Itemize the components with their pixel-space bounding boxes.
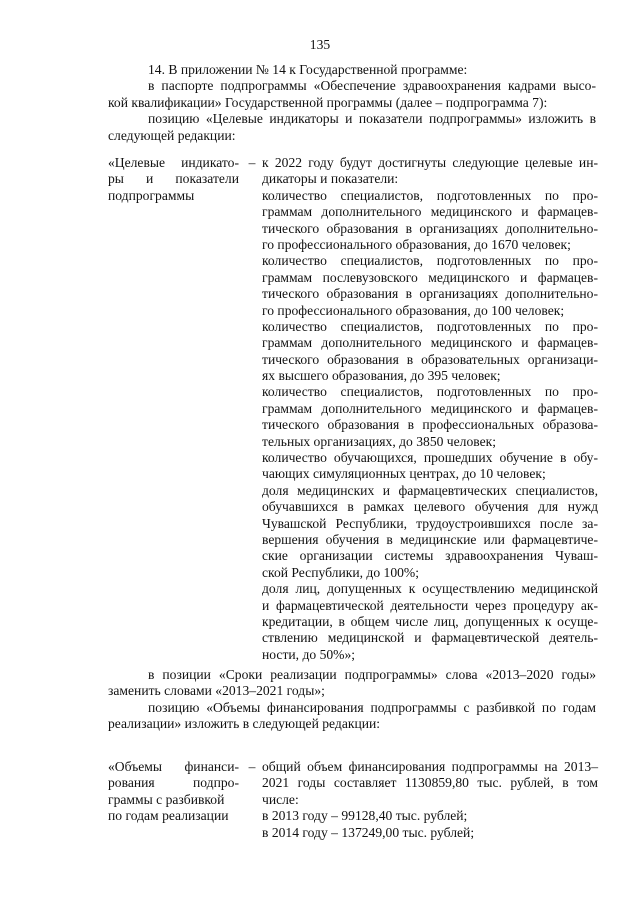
- paragraph-line: в паспорте подпрограммы «Обеспечение здравоохранения кадрами высо-: [148, 78, 596, 94]
- position-content-target-indicators: [262, 155, 598, 663]
- position-content-line: ствлению медицинской и фармацевтической деятель-: [262, 630, 598, 646]
- position-dash: –: [248, 155, 256, 170]
- position-content-line: граммам дополнительного медицинского и фармацев-: [262, 400, 598, 416]
- page-number: 135: [309, 37, 331, 52]
- position-content-line: ские организации системы здравоохранения Чуваш-: [262, 548, 598, 564]
- position-content-line: тического образования в организациях дополнительно-: [262, 220, 598, 236]
- position-content-line: тельных организациях, до 3850 человек;: [262, 433, 497, 449]
- paragraph-line: следующей редакции:: [108, 127, 236, 143]
- position-content-line: обучавшихся в рамках целевого обучения для нужд: [262, 499, 598, 515]
- position-title-financing: [108, 759, 239, 825]
- position-content-line: тического образования в образовательных организаци-: [262, 351, 598, 367]
- position-content-line: количество обучающихся, прошедших обучение в обу-: [262, 450, 598, 466]
- position-content-line: Чувашской Республики, трудоустроившихся после за-: [262, 515, 598, 531]
- position-title-line: подпрограммы: [108, 187, 195, 203]
- position-content-line: граммам послевузовского медицинского и фармацев-: [262, 269, 598, 285]
- position-content-financing: [262, 759, 598, 841]
- position-content-line: 2021 годы составляет 1130859,80 тыс. рублей, в том: [262, 775, 598, 791]
- paragraph-line: реализации» изложить в следующей редакции:: [108, 716, 381, 732]
- position-title-line: «Объемы финанси-: [108, 759, 239, 774]
- position-content-line: ской Республики, до 100%;: [262, 564, 420, 580]
- position-content-line: количество специалистов, подготовленных по про-: [262, 187, 598, 203]
- position-content-line: граммам дополнительного медицинского и фармацев-: [262, 204, 598, 220]
- position-title-line: «Целевые индикато-: [108, 155, 239, 170]
- position-content-line: го профессионального образования, до 100 человек;: [262, 302, 565, 318]
- position-dash: –: [248, 759, 256, 774]
- position-content-line: вершения обучения в медицинские или фармацевтиче-: [262, 531, 598, 547]
- position-content-line: количество специалистов, подготовленных по про-: [262, 318, 598, 334]
- position-content-line: и фармацевтической деятельности через процедуру ак-: [262, 597, 598, 613]
- middle-paragraphs: [108, 667, 596, 733]
- position-title-line: граммы с разбивкой: [108, 791, 225, 807]
- position-content-line: количество специалистов, подготовленных по про-: [262, 384, 598, 400]
- position-content-line: го профессионального образования, до 1670 человек;: [262, 236, 571, 252]
- position-title-target-indicators: [108, 155, 239, 204]
- position-content-line: кредитации, в общем числе лиц, допущенных к осуще-: [262, 613, 598, 629]
- paragraph-line: позицию «Объемы финансирования подпрограммы с разбивкой по годам: [148, 699, 596, 715]
- position-title-line: ры и показатели: [108, 171, 239, 187]
- position-content-line: тического образования в профессиональных образова-: [262, 417, 598, 433]
- paragraph-line: в позиции «Сроки реализации подпрограммы» слова «2013–2020 годы»: [148, 667, 596, 682]
- intro-paragraphs: [108, 62, 596, 144]
- position-title-line: рования подпро-: [108, 775, 239, 791]
- position-content-line: чающих симуляционных центрах, до 10 человек;: [262, 466, 546, 482]
- position-content-line: доля лиц, допущенных к осуществлению медицинской: [262, 581, 598, 597]
- position-title-line: по годам реализации: [108, 808, 229, 824]
- paragraph-line: позицию «Целевые индикаторы и показатели подпрограммы» изложить в: [148, 111, 596, 127]
- position-content-line: числе:: [262, 791, 299, 807]
- position-content-line: ях высшего образования, до 395 человек;: [262, 368, 501, 384]
- paragraph-line: заменить словами «2013–2021 годы»;: [108, 683, 325, 699]
- position-content-line: доля медицинских и фармацевтических специалистов,: [262, 482, 598, 498]
- position-content-line: в 2014 году – 137249,00 тыс. рублей;: [262, 824, 475, 840]
- position-content-line: общий объем финансирования подпрограммы на 2013–: [262, 759, 598, 774]
- position-content-line: тического образования в организациях дополнительно-: [262, 286, 598, 302]
- paragraph-line: кой квалификации» Государственной программы (далее – подпрограмма 7):: [108, 94, 548, 110]
- position-content-line: ности, до 50%»;: [262, 646, 356, 662]
- position-content-line: граммам дополнительного медицинского и фармацев-: [262, 335, 598, 351]
- position-content-line: дикаторы и показатели:: [262, 171, 399, 187]
- position-content-line: в 2013 году – 99128,40 тыс. рублей;: [262, 808, 468, 824]
- paragraph-line: 14. В приложении № 14 к Государственной программе:: [148, 62, 468, 77]
- position-content-line: к 2022 году будут достигнуты следующие целевые ин-: [262, 155, 598, 170]
- position-content-line: количество специалистов, подготовленных по про-: [262, 253, 598, 269]
